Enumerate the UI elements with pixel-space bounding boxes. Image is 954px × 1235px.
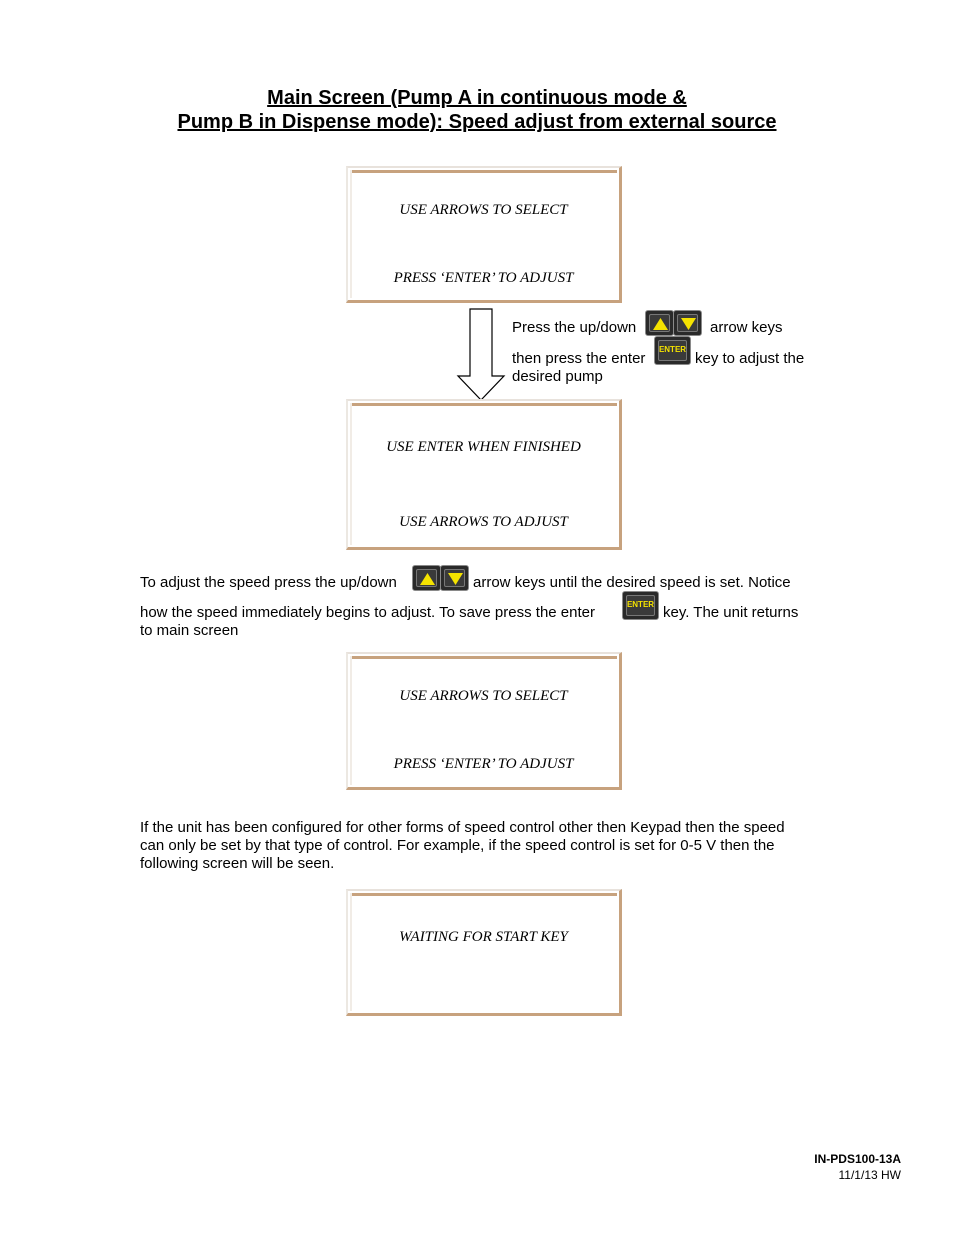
instruction-text: Press the up/down: [512, 319, 637, 336]
paragraph-text: key. The unit returns: [663, 604, 799, 621]
enter-key-label: ENTER: [626, 600, 655, 609]
screen-line: PRESS ‘ENTER’ TO ADJUST: [393, 270, 574, 286]
paragraph-text: can only be set by that type of control. For example, if the speed control is set for 0-5 V then the: [140, 837, 775, 854]
enter-key-icon: [654, 336, 691, 365]
page-title-line2: Pump B in Dispense mode): Speed adjust from external source: [177, 111, 777, 133]
paragraph-text: to main screen: [140, 622, 239, 639]
page-title-line1: Main Screen (Pump A in continuous mode &: [267, 87, 687, 109]
enter-key-icon: [622, 591, 659, 620]
lcd-screen-main: [346, 652, 622, 790]
screen-line: USE ARROWS TO SELECT: [399, 202, 568, 218]
paragraph-text: how the speed immediately begins to adjust. To save press the enter: [140, 604, 595, 621]
up-arrow-key-icon: [412, 565, 441, 591]
document-code: IN-PDS100-13A: [814, 1152, 901, 1166]
paragraph-text: To adjust the speed press the up/down: [140, 574, 397, 591]
screen-line: USE ENTER WHEN FINISHED: [386, 439, 581, 455]
instruction-text: arrow keys: [710, 319, 783, 336]
paragraph-text: following screen will be seen.: [140, 855, 335, 872]
screen-line: USE ARROWS TO SELECT: [399, 688, 568, 704]
enter-key-label: ENTER: [658, 345, 687, 354]
down-arrow-key-icon: [673, 310, 702, 336]
lcd-screen-select: [346, 166, 622, 303]
instruction-text: then press the enter: [512, 350, 646, 367]
lcd-screen-adjust: [346, 399, 622, 550]
lcd-screen-waiting: [346, 889, 622, 1016]
screen-line: PRESS ‘ENTER’ TO ADJUST: [393, 756, 574, 772]
screen-line: WAITING FOR START KEY: [399, 929, 568, 945]
down-arrow-key-icon: [440, 565, 469, 591]
paragraph-text: If the unit has been configured for other forms of speed control other then Keypad then the speed: [140, 819, 785, 836]
document-date: 11/1/13 HW: [838, 1168, 901, 1182]
instruction-text: key to adjust the: [695, 350, 805, 367]
instruction-text: desired pump: [512, 368, 603, 385]
up-arrow-key-icon: [645, 310, 674, 336]
paragraph-text: arrow keys until the desired speed is set. Notice: [473, 574, 791, 591]
screen-line: USE ARROWS TO ADJUST: [399, 514, 568, 530]
down-flow-arrow-icon: [456, 308, 506, 402]
